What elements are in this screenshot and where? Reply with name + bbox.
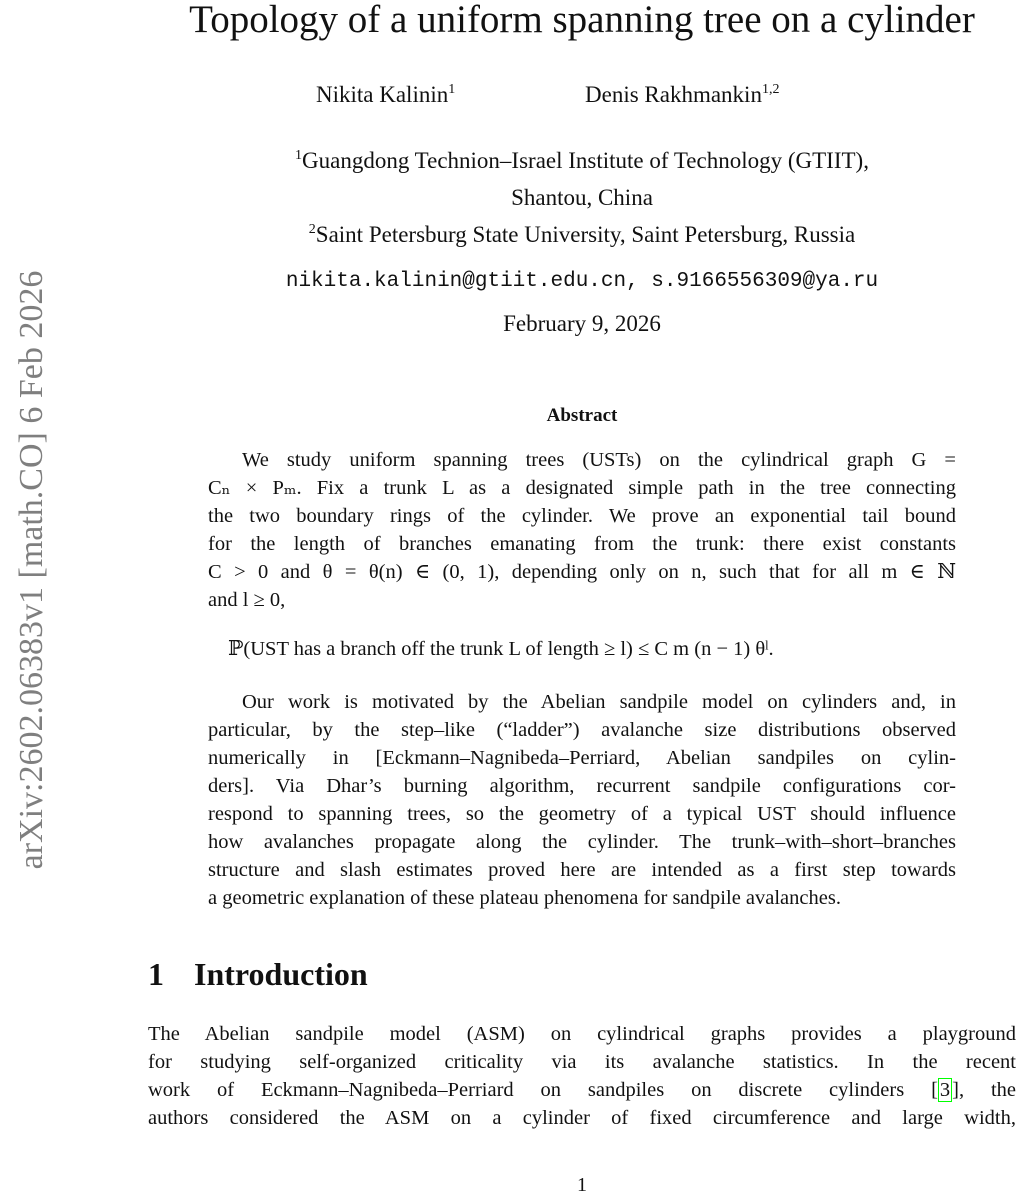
paper-title: Topology of a uniform spanning tree on a cylinder bbox=[189, 0, 975, 41]
page-number: 1 bbox=[577, 1174, 587, 1196]
author-name: Nikita Kalinin bbox=[316, 82, 449, 107]
citation-link[interactable]: 3 bbox=[939, 1079, 951, 1101]
affiliation bbox=[148, 142, 1016, 179]
text-line: We study uniform spanning trees (USTs) on the cylindrical graph G = bbox=[242, 449, 956, 471]
date: February 9, 2026 bbox=[503, 311, 661, 336]
text: , the bbox=[958, 1079, 1016, 1101]
abstract-heading: Abstract bbox=[546, 405, 618, 426]
abstract-paragraph bbox=[208, 446, 956, 614]
abstract-paragraph bbox=[208, 688, 956, 912]
author bbox=[316, 82, 455, 108]
author-affiliation-mark: 1 bbox=[448, 82, 456, 97]
text-line: the two boundary rings of the cylinder. We prove an exponential tail bound bbox=[208, 505, 956, 527]
author-name: Denis Rakhmankin bbox=[585, 82, 762, 107]
author-emails: nikita.kalinin@gtiit.edu.cn, s.9166556309@ya.ru bbox=[285, 270, 879, 293]
text-line: and l ≥ 0, bbox=[208, 589, 286, 611]
section-number: 1 bbox=[148, 956, 164, 992]
text-line: numerically in [Eckmann–Nagnibeda–Perriard, Abelian sandpiles on cylin- bbox=[208, 747, 956, 769]
text-line: particular, by the step–like (“ladder”) avalanche size distributions observed bbox=[208, 719, 956, 741]
affiliation-text: Guangdong Technion–Israel Institute of Technology (GTIIT), bbox=[302, 148, 869, 173]
body-paragraph bbox=[148, 1020, 1016, 1132]
text-line: a geometric explanation of these plateau phenomena for sandpile avalanches. bbox=[208, 887, 841, 909]
text-line: respond to spanning trees, so the geometry of a typical UST should influence bbox=[208, 803, 956, 825]
text-line: The Abelian sandpile model (ASM) on cylindrical graphs provides a playground bbox=[148, 1023, 1016, 1045]
text-line: how avalanches propagate along the cylinder. The trunk–with–short–branches bbox=[208, 831, 956, 853]
author-affiliation-mark: 1,2 bbox=[761, 82, 780, 97]
author bbox=[585, 82, 779, 108]
text-line: Cₙ × Pₘ. Fix a trunk L as a designated simple path in the tree connecting bbox=[208, 477, 956, 499]
section-title: Introduction bbox=[194, 956, 368, 992]
arxiv-identifier-sidebar: arXiv:2602.06383v1 [math.CO] 6 Feb 2026 bbox=[13, 270, 50, 870]
affiliation-mark: 1 bbox=[295, 148, 303, 163]
affiliation-line2: Shantou, China bbox=[511, 185, 653, 210]
text-line: structure and slash estimates proved here are intended as a first step towards bbox=[208, 859, 956, 881]
text-line: work of Eckmann–Nagnibeda–Perriard on sandpiles on discrete cylinders [3], the bbox=[148, 1079, 1016, 1101]
text-line: ders]. Via Dhar’s burning algorithm, recurrent sandpile configurations cor- bbox=[208, 775, 956, 797]
affiliation-mark: 2 bbox=[308, 222, 316, 237]
text-line: C > 0 and θ = θ(n) ∈ (0, 1), depending only on n, such that for all m ∈ ℕ bbox=[208, 561, 956, 583]
text-line: for the length of branches emanating from the trunk: there exist constants bbox=[208, 533, 956, 555]
text-line: authors considered the ASM on a cylinder of fixed circumference and large width, bbox=[148, 1107, 1016, 1129]
text-line: Our work is motivated by the Abelian sandpile model on cylinders and, in bbox=[242, 691, 956, 713]
display-formula: ℙ(UST has a branch off the trunk L of length ≥ l) ≤ C m (n − 1) θˡ. bbox=[228, 638, 774, 660]
text: work of Eckmann–Nagnibeda–Perriard on sandpiles on discrete cylinders bbox=[148, 1079, 932, 1101]
affiliations bbox=[148, 142, 1016, 253]
affiliation-text: Saint Petersburg State University, Saint Petersburg, Russia bbox=[315, 222, 856, 247]
text-line: for studying self-organized criticality via its avalanche statistics. In the recent bbox=[148, 1051, 1016, 1073]
section-heading bbox=[148, 956, 368, 993]
affiliation bbox=[148, 216, 1016, 253]
